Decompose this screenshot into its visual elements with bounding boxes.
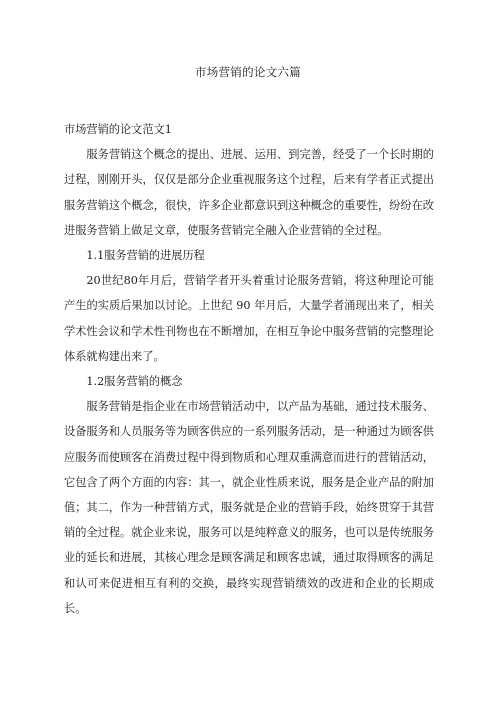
body-paragraph: 20世纪80年月后，营销学者开头着重讨论服务营销，将这种理论可能产生的实质后果加以讨论。上世纪 90 年月后，大量学者涌现出来了，相关学术性会议和学术性刊物也在不断增加，在相互争论中服务营销的完整理论体系就构建出来了。	[64, 274, 434, 363]
body-paragraph: 服务营销是指企业在市场营销活动中，以产品为基础，通过技术服务、设备服务和人员服务等为顾客供应的一系列服务活动，是一种通过为顾客供应服务而使顾客在消费过程中得到物质和心理双重满意而进行的营销活动，它包含了两个方面的内容：其一，就企业性质来说，服务是企业产品的附加值；其二，作为一种营销方式，服务就是企业的营销手段，始终贯穿于其营销的全过程。就企业来说，服务可以是纯粹意义的服务，也可以是传统服务业的延长和进展，其核心理念是顾客满足和顾客忠诚，通过取得顾客的满足和认可来促进相互有利的交换，最终实现营销绩效的改进和企业的长期成长。	[64, 400, 434, 615]
document-title: 市场营销的论文六篇	[194, 65, 302, 79]
document-body	[64, 117, 434, 621]
subsection-heading: 1.1服务营销的进展历程	[86, 249, 205, 263]
body-paragraph: 服务营销这个概念的提出、进展、运用、到完善，经受了一个长时期的过程，刚刚开头，仅仅是部分企业重视服务这个过程，后来有学者正式提出服务营销这个概念，很快，许多企业都意识到这种概念的重要性，纷纷在改进服务营销上做足文章，使服务营销完全融入企业营销的全过程。	[64, 148, 434, 237]
article-heading: 市场营销的论文范文1	[64, 123, 172, 136]
subsection-heading: 1.2服务营销的概念	[86, 375, 183, 389]
